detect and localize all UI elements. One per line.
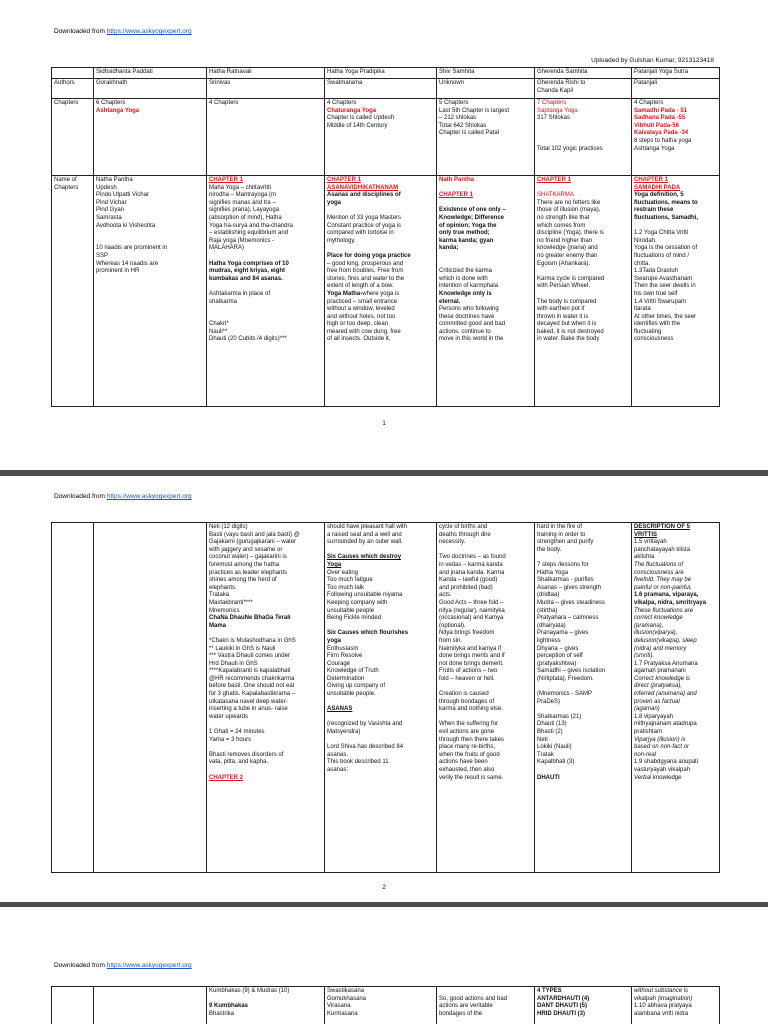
cell-bold: Yoga definition, 5 fluctuations, means to restrain these fluctuations, Samadhi, <box>634 192 699 221</box>
table-cell: Patanjali <box>632 79 720 99</box>
chapter-heading: CHAPTER 1 SAMADHI PADA <box>634 177 681 191</box>
header-cell: Patanjali Yoga Sutra <box>632 68 720 79</box>
table-cell <box>207 987 325 1024</box>
cell-text: Kumbhakas (9) & Mudras (10) <box>209 988 290 994</box>
chapters-row <box>52 99 720 176</box>
cell-text: 8 steps to hatha yoga Ashtanga Yoga <box>634 137 692 152</box>
cell-bold: Place for doing yoga practice <box>327 252 411 259</box>
header-cell <box>52 68 94 79</box>
cell-highlight: Samadhi Pada - 51 Sadhana Pada -55 Vibhuti Pada-56 Kaivalaya Pada -34 <box>634 107 689 137</box>
table-cell <box>535 176 632 407</box>
cell-text: Ashtakarma in place of shatkarma Chakri* Nauli** Dhauti (20 Cubits /4 digits)*** <box>209 290 287 343</box>
table-cell <box>207 523 325 873</box>
cell-text: Chapter is called Updesh Middle of 14th Century <box>327 115 395 129</box>
table-cell <box>535 99 632 176</box>
page-number: 1 <box>382 420 386 427</box>
download-link[interactable]: https://www.askyogexpert.org <box>106 28 192 35</box>
cell-bold: ASANAS <box>327 706 353 713</box>
comparison-table-2 <box>51 522 720 873</box>
cell-text: Criticized the karma which is done with intention of karmphala <box>439 268 499 290</box>
cell-text: 4 Chapters <box>634 100 664 106</box>
chapter-names-row <box>52 176 720 407</box>
cell-bold: Yoga Matha- <box>327 290 363 297</box>
table-cell: Unknown <box>437 79 535 99</box>
cell-text: Bhastrika <box>209 1010 235 1017</box>
chapter-heading: Nath Pantha <box>439 177 475 183</box>
cell-bold: DESCRIPTION OF 5 VRITTIS <box>634 524 691 538</box>
table-cell <box>94 987 207 1024</box>
cell-text: *Chakri is Mulashodhana in GhS ** Laukiki in GhS is Nauli *** Vastra Dhauti comes under Hrd Dhauti in GhS ****Kapalabranti is kapalabhati @HR recommends chakrikarma before basti. One should not eat for 3 ghatis. Kapalabastikrama – utkatasana navel deep water- inserting a tube in anus- raise water upwards 1 Ghati = 24 minutes Yama = 3 hours Bhasti removes disorders of vata, pitta, and kapha. <box>209 637 296 766</box>
table-cell <box>207 176 325 407</box>
page-2 <box>0 476 768 902</box>
download-prefix: Downloaded from <box>54 962 107 969</box>
chapter-heading: CHAPTER 1 <box>209 177 244 183</box>
cell-text: 317 Shlokas Total 102 yogic practices <box>537 115 603 152</box>
cell-bold: DHAUTI <box>537 774 560 781</box>
table-cell <box>535 987 632 1024</box>
cell-italic: The fluctuations of consciousness are fivefold. They may be painful or non-painful. <box>634 561 692 591</box>
cell-italic: Correct knowledge is direct (pratyaksa), inferred (anumana) and proven as factual (agaman) <box>634 675 697 713</box>
cell-text: 1.8 viparyayah mithyajnanam atadrupa pratishtam <box>634 713 697 736</box>
cell-text: 4 Chapters <box>327 100 357 106</box>
table-cell: Swastikasana Gomukhasana Virasana Kurmasana <box>325 987 437 1024</box>
cell-text: Enthusiasm Firm Resolve Courage Knowledge of Truth Determination Giving up company of unsuitable people. <box>327 645 386 698</box>
cell-text: 1.5 vrittayah panchatayayah klista aklishta <box>634 539 691 561</box>
table-cell: cycle of births and deaths through dire necessity. Two doctrines – as found in vedas – karma kanda and jnana kanda. Karma Kanda – lawful (good) and prohibited (bad) acts. Good Acts – three fold – nitya (regular), naimityka (occasional) and Kamya (optional). Nitya brings freedom from sin. Naimityka and kamya if done brings merits and if not done brings demerit. Fruits of actions – two fold – heaven or hell. Creation is caused through bondages of karma and nothing else. When the suffering for evil actions are gone through then there takes place many re-births, when the fruits of good actions have been exhausted, then also verily the result is same. <box>437 523 535 873</box>
cell-highlight: Ashtanga Yoga <box>96 107 140 114</box>
download-prefix: Downloaded from <box>54 493 107 500</box>
table-cell <box>632 99 720 176</box>
table-cell <box>325 99 437 176</box>
cell-italic: These fluctuations are correct knowledge (pramana), illusion(viparya), delusion(vikalpa), sleep (nidra) and memory (smriti). <box>634 607 697 660</box>
table-cell: 4 Chapters <box>207 99 325 176</box>
page-3 <box>0 907 768 1024</box>
cell-text: 1.9 shabdgyana anupati vasturyayah vikalpah <box>634 759 699 773</box>
download-link[interactable]: https://www.askyogexpert.org <box>106 962 192 969</box>
cell-text: 1.2 Yoga Chitta Vritti Nirodah. Yoga is the cessation of fluctuations of mind / chitta. 1.3Tada Drastuh Swarupe Avasthanam Then the seer dwells in his own true self 1.4 Vritti Swarupam itarata At other times, the seer identifies with the fluctuating consciousness <box>634 230 698 343</box>
cell-italic: Verbal knowledge <box>634 774 682 781</box>
chapter-heading: CHAPTER 1 <box>537 177 572 183</box>
table-cell: Natha Pantha Updesh Pindo Utpatti Vichar Pind Vichar Pind Gyan Samrasta Avdhoota ki Visheshta 10 naadis are prominent in SSP Whereas 14 naadis are prominent in HR <box>94 176 207 407</box>
cell-text: (recognized by Vasishta and Matsyendra) Lord Shiva has described 84 asanas. This book described 11 asanas: <box>327 721 404 773</box>
cell-italic: without substance is vikalpah (imagination) <box>634 988 693 1002</box>
cell-text: 1.10 abhava pratyaya alambana vritti nidra <box>634 1003 692 1017</box>
table-row <box>52 987 720 1024</box>
cell-highlight: 7 Chapters Saptanga Yoga <box>537 100 578 114</box>
chapter-heading: CHAPTER 1 <box>439 192 474 199</box>
comparison-table-1 <box>51 67 720 407</box>
uploaded-by: Uploaded by Gulshan Kumar, 9213123418 <box>591 57 714 64</box>
table-cell: Swatmarama <box>325 79 437 99</box>
download-line <box>54 493 192 500</box>
cell-text: There are no fetters like those of illusion (maya), no strength like that which comes from discipline (Yoga), there is no friend higher than knowledge (jnana) and no greater enemy than Egoism (Ahankara). Karma cycle is compared with Persian Wheel. The body is compared with earthen pot if thrown in water it is decayed but when it is baked, it is not destroyed in water. Bake the body <box>537 199 605 343</box>
header-cell: Hatha Ratnavali <box>207 68 325 79</box>
cell-bold: Six Causes which destroy Yoga <box>327 554 402 568</box>
cell-bold: 1.6 pramana, viparaya, vikalpa, nidra, smritryaya <box>634 592 707 606</box>
download-line <box>54 962 192 969</box>
cell-text: Maha Yoga – chittavritti nirodha – Mantrayoga (m signifies manas and tra – signifies prana), Layayoga (absorption of mind), Hatha Yoga ha-surya and tha-chandra – establishing equilibrium and Raja yoga (Mnemonics - MALAHARA) <box>209 184 293 252</box>
table-cell <box>437 176 535 407</box>
cell-text: Over eating Too much fatigue Too much talk Following unsuitable niyama Keeping company with unsuitable people Being Fickle minded <box>327 569 403 622</box>
table-cell <box>94 523 207 873</box>
table-cell <box>632 523 720 873</box>
cell-text: Persons who following these doctrines have committed good and bad actions, continue to move in this world in the <box>439 306 506 343</box>
cell-text: 6 Chapters <box>96 100 126 106</box>
page-1 <box>0 0 768 470</box>
table-cell: Srinivas <box>207 79 325 99</box>
chapter-heading: CHAPTER 2 <box>209 774 244 781</box>
cell-text: – good king, prosperous and free from troubles. Free from stones, fires and water to the extent of length of a bow. <box>327 260 405 290</box>
page-number: 2 <box>382 884 386 891</box>
cell-text: Neti (12 digits) Basti (vayu basti and jala basti) @ Gajakarni (gurugajkarani – water with jaggery and sesame or coconut water) – gajakarini is foremost among the hatha practices as leader elephants shines among the herd of elephants. Trataka Mastakbranti**** Mnemonics <box>209 524 300 614</box>
cell-text: should have pleasant hall with a raised seat and a well and surrounded by an outer wall. <box>327 524 408 546</box>
table-header-row <box>52 68 720 79</box>
table-cell <box>632 987 720 1024</box>
download-line <box>54 28 192 35</box>
cell-bold: Six Causes which flourishes yoga <box>327 630 409 644</box>
cell-bold: Existence of one only – Knowledge; Difference of opinion; Yoga the only true method; karma kanda; gyan kanda; <box>439 207 506 252</box>
table-cell <box>535 523 632 873</box>
cell-bold: ChaNa DhauNe BhaGa Terali Mama <box>209 615 291 629</box>
table-cell <box>94 99 207 176</box>
chapter-heading: CHAPTER 1 ASANAVIDHIKATHANAM <box>327 177 399 191</box>
header-cell: Shiv Samhita <box>437 68 535 79</box>
table-cell: Gorakhnath <box>94 79 207 99</box>
chapter-heading: SHATKARMA <box>537 192 574 199</box>
table-cell <box>325 176 437 407</box>
row-label: Authors <box>52 79 94 99</box>
cell-text: hard in the fire of training in order to strengthen and purify the body. 7 steps /lessons for Hatha Yoga Shatkarmas - purifies Asanas – gives strength (dridtaa) Mudra – gives steadiness (stirtha) Pratyahara – calmness (dhairyata) Pranayama – gives lightness Dhyana – gives perception of self (pratyakshtwa) Samadhi – gives isolation (Nirliptata), Freedom. (Mnemonics - SAMP PraDeS) Shatkarmas (21) Dhauti (13) Bhasti (2) Neti Lokiki (Nauli) Tratak Kapalbhati (3) <box>537 524 606 766</box>
table-cell <box>632 176 720 407</box>
cell-bold: Hatha Yoga comprises of 10 mudras, eight kriyas, eight kumbakas and 84 asanas. <box>209 260 289 282</box>
table-cell: Gherenda Rishi to Chanda Kapil <box>535 79 632 99</box>
table-cell <box>325 523 437 873</box>
comparison-table-3 <box>51 986 720 1024</box>
cell-text: 1.7 Pratyaksa Anumana agamah pramanani <box>634 660 698 675</box>
cell-highlight: Chaturanga Yoga <box>327 107 377 114</box>
header-cell: Hatha Yoga Pradipika <box>325 68 437 79</box>
table-cell <box>52 523 94 873</box>
cell-bold: 4 TYPES ANTARDHAUTI (4) DANT DHAUTI (5) HRID DHAUTI (3) <box>537 988 590 1017</box>
cell-bold: Asanas and disciplines of yoga <box>327 192 401 206</box>
table-cell: So, good actions and bad actions are veritable bondages of the <box>437 987 535 1024</box>
header-cell: Gherenda Samhita <box>535 68 632 79</box>
row-label: Chapters <box>52 99 94 176</box>
table-cell <box>52 987 94 1024</box>
table-cell: 5 Chapters Last 5th Chapter is largest – 212 shlokas Total 642 Shlokas Chapter is called Patal <box>437 99 535 176</box>
cell-text: Mention of 33 yoga Masters Constant practice of yoga is compared with tortoise in mythology. <box>327 214 402 244</box>
header-cell: Sidhsidhanta Paddati <box>94 68 207 79</box>
cell-bold: 9 Kumbhakas <box>209 1003 249 1010</box>
cell-bold: Knowledge only is eternal. <box>439 290 492 305</box>
authors-row <box>52 79 720 99</box>
cell-italic: Viparjya (illusion) is based on non-fact or non-real <box>634 736 690 758</box>
download-prefix: Downloaded from <box>54 28 107 35</box>
row-label: Name of Chapters <box>52 176 94 407</box>
download-link[interactable]: https://www.askyogexpert.org <box>106 493 192 500</box>
cell-text: where yoga is practiced – small entrance without a window, leveled and without holes, not too high or too deep, clean meared with cow dung, free of all insects. Outside it, <box>327 290 401 343</box>
table-row <box>52 523 720 873</box>
